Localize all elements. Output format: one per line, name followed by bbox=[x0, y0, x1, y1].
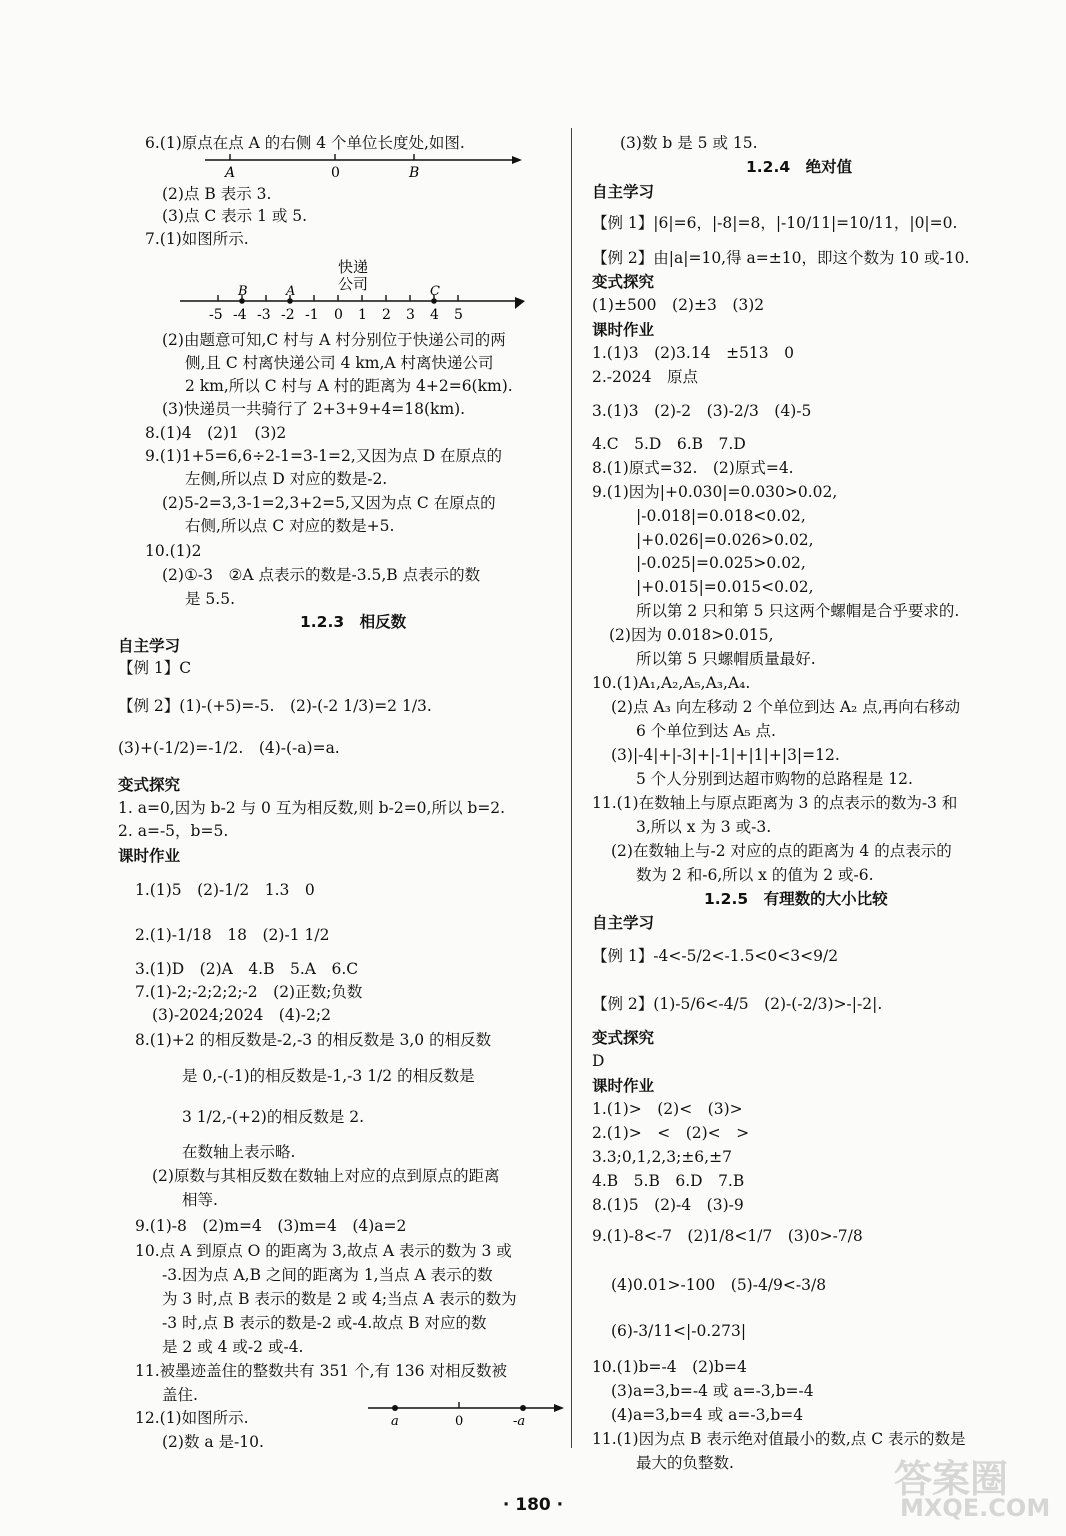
answer-line: 3.(1)3 (2)-2 (3)-2/3 (4)-5 bbox=[592, 402, 812, 420]
axis2-tick-label: -1 bbox=[305, 307, 319, 323]
answer-line: 3,所以 x 为 3 或-3. bbox=[636, 818, 772, 836]
axis1-label-a: A bbox=[225, 165, 236, 180]
axis2-point bbox=[239, 298, 245, 304]
answer-line: 【例 2】(1)-(+5)=-5. (2)-(-2 1/3)=2 1/3. bbox=[118, 697, 432, 715]
axis3-label-origin: 0 bbox=[455, 1414, 464, 1428]
section-heading: 自主学习 bbox=[118, 637, 181, 655]
answer-line: (2)5-2=3,3-1=2,3+2=5,又因为点 C 在原点的 bbox=[162, 494, 496, 512]
answer-line: 左侧,所以点 D 对应的数是-2. bbox=[185, 470, 388, 488]
answer-line: 10.(1)A₁,A₂,A₅,A₃,A₄. bbox=[592, 674, 751, 692]
section-heading: 课时作业 bbox=[592, 1077, 655, 1095]
answer-line: 2.-2024 原点 bbox=[592, 368, 698, 386]
axis1-label-b: B bbox=[409, 165, 420, 180]
axis2-tick-label: -3 bbox=[257, 307, 271, 323]
section-heading: 自主学习 bbox=[592, 914, 655, 932]
section-heading: 变式探究 bbox=[118, 776, 181, 794]
answer-line: (4)0.01>-100 (5)-4/9<-3/8 bbox=[611, 1276, 827, 1294]
answer-line: 11.被墨迹盖住的整数共有 351 个,有 136 对相反数被 bbox=[135, 1362, 507, 1380]
section-heading: 1.2.4 绝对值 bbox=[746, 158, 853, 176]
answer-line: 3.3;0,1,2,3;±6,±7 bbox=[592, 1148, 732, 1166]
answer-line: (2)由题意可知,C 村与 A 村分别位于快递公司的两 bbox=[162, 331, 506, 349]
section-heading: 课时作业 bbox=[118, 847, 181, 865]
answer-line: 11.(1)因为点 B 表示绝对值最小的数,点 C 表示的数是 bbox=[592, 1430, 966, 1448]
answer-line: (3)+(-1/2)=-1/2. (4)-(-a)=a. bbox=[118, 739, 340, 757]
section-heading: 1.2.3 相反数 bbox=[300, 613, 407, 631]
answer-line: -3 时,点 B 表示的数是-2 或-4.故点 B 对应的数 bbox=[162, 1314, 487, 1332]
answer-line: 9.(1)-8 (2)m=4 (3)m=4 (4)a=2 bbox=[135, 1217, 407, 1235]
section-heading: 1.2.5 有理数的大小比较 bbox=[704, 890, 888, 908]
answer-line: 在数轴上表示略. bbox=[182, 1143, 296, 1161]
answer-line: 为 3 时,点 B 表示的数是 2 或 4;当点 A 表示的数为 bbox=[162, 1290, 517, 1308]
answer-line: 数为 2 和-6,所以 x 的值为 2 或-6. bbox=[636, 866, 874, 884]
answer-line: 8.(1)原式=32. (2)原式=4. bbox=[592, 459, 794, 477]
answer-line: 是 5.5. bbox=[185, 590, 236, 608]
answer-line: 9.(1)因为|+0.030|=0.030>0.02, bbox=[592, 483, 838, 501]
answer-line: 10.(1)b=-4 (2)b=4 bbox=[592, 1358, 747, 1376]
answer-line: 右侧,所以点 C 对应的数是+5. bbox=[185, 517, 395, 535]
column-divider bbox=[571, 128, 572, 1448]
answer-line: |+0.015|=0.015<0.02, bbox=[636, 578, 814, 596]
answer-line: 是 2 或 4 或-2 或-4. bbox=[162, 1338, 304, 1356]
answer-line: 相等. bbox=[182, 1191, 218, 1209]
page-number: · 180 · bbox=[502, 1495, 564, 1515]
axis2-tick-label: 5 bbox=[454, 307, 463, 323]
answer-line: 盖住. bbox=[162, 1386, 198, 1404]
answer-line: 5 个人分别到达超市购物的总路程是 12. bbox=[636, 770, 913, 788]
answer-line: |-0.025|=0.025>0.02, bbox=[636, 554, 806, 572]
axis2-tick-label: 0 bbox=[334, 307, 343, 323]
answer-line: 12.(1)如图所示. bbox=[135, 1409, 249, 1427]
answer-line: (2)原数与其相反数在数轴上对应的点到原点的距离 bbox=[152, 1167, 500, 1185]
answer-line: 3 1/2,-(+2)的相反数是 2. bbox=[182, 1108, 365, 1126]
answer-line: 【例 1】|6|=6，|-8|=8，|-10/11|=10/11，|0|=0. bbox=[592, 214, 958, 232]
answer-line: 11.(1)在数轴上与原点距离为 3 的点表示的数为-3 和 bbox=[592, 794, 958, 812]
answer-line: 1. a=0,因为 b-2 与 0 互为相反数,则 b-2=0,所以 b=2. bbox=[118, 799, 506, 817]
axis2-tick-label: 4 bbox=[430, 307, 439, 323]
answer-line: 最大的负整数. bbox=[636, 1454, 734, 1472]
answer-line: (3)数 b 是 5 或 15. bbox=[620, 134, 758, 152]
axis2-tick-label: 2 bbox=[382, 307, 391, 323]
answer-line: 8.(1)4 (2)1 (3)2 bbox=[145, 424, 287, 442]
answer-line: 4.B 5.B 6.D 7.B bbox=[592, 1172, 745, 1190]
section-heading: 自主学习 bbox=[592, 183, 655, 201]
answer-line: 2.(1)> < (2)< > bbox=[592, 1124, 750, 1142]
answer-line: 7.(1)如图所示. bbox=[145, 230, 249, 248]
answer-line: 【例 2】(1)-5/6<-4/5 (2)-(-2/3)>-|-2|. bbox=[592, 995, 883, 1013]
answer-line: 10.点 A 到原点 O 的距离为 3,故点 A 表示的数为 3 或 bbox=[135, 1242, 512, 1260]
answer-line: -3.因为点 A,B 之间的距离为 1,当点 A 表示的数 bbox=[162, 1266, 493, 1284]
answer-line: 6.(1)原点在点 A 的右侧 4 个单位长度处,如图. bbox=[145, 134, 465, 152]
answer-line: (3)-2024;2024 (4)-2;2 bbox=[152, 1006, 331, 1024]
answer-line: (6)-3/11<|-0.273| bbox=[611, 1322, 747, 1340]
answer-line: (4)a=3,b=4 或 a=-3,b=4 bbox=[611, 1406, 804, 1424]
answer-line: 10.(1)2 bbox=[145, 542, 202, 560]
axis2-tick-label: -5 bbox=[209, 307, 223, 323]
axis2-tick-label: 1 bbox=[358, 307, 367, 323]
axis2-point bbox=[287, 298, 293, 304]
watermark bbox=[880, 1448, 1050, 1528]
answer-line: 7.(1)-2;-2;2;2;-2 (2)正数;负数 bbox=[135, 983, 363, 1001]
axis2-point-label: C bbox=[430, 284, 440, 299]
answer-line: 【例 1】-4<-5/2<-1.5<0<3<9/2 bbox=[592, 947, 839, 965]
axis1-label-origin: 0 bbox=[331, 165, 340, 180]
answer-line: (3)a=3,b=-4 或 a=-3,b=-4 bbox=[611, 1382, 814, 1400]
answer-line: 8.(1)5 (2)-4 (3)-9 bbox=[592, 1196, 744, 1214]
answer-line: |-0.018|=0.018<0.02, bbox=[636, 507, 806, 525]
axis2-point-label: B bbox=[238, 284, 248, 299]
answer-line: 8.(1)+2 的相反数是-2,-3 的相反数是 3,0 的相反数 bbox=[135, 1031, 492, 1049]
answer-line: 【例 1】C bbox=[118, 659, 192, 677]
axis2-point bbox=[431, 298, 437, 304]
axis3-label-a: a bbox=[391, 1414, 399, 1428]
answer-line: (3)|-4|+|-3|+|-1|+|1|+|3|=12. bbox=[611, 746, 840, 764]
answer-line: 1.(1)> (2)< (3)> bbox=[592, 1100, 743, 1118]
watermark-bottom: MXQE.COM bbox=[900, 1494, 1051, 1522]
answer-line: 2 km,所以 C 村与 A 村的距离为 4+2=6(km). bbox=[185, 377, 513, 395]
axis2-title-bottom: 公司 bbox=[338, 275, 369, 293]
answer-line: (2)①-3 ②A 点表示的数是-3.5,B 点表示的数 bbox=[162, 566, 481, 584]
axis2-title-top: 快递 bbox=[338, 258, 369, 276]
number-line-2 bbox=[175, 255, 535, 323]
section-heading: 课时作业 bbox=[592, 321, 655, 339]
answer-line: (3)点 C 表示 1 或 5. bbox=[162, 207, 308, 225]
answer-line: 6 个单位到达 A₅ 点. bbox=[636, 722, 776, 740]
answer-line: |+0.026|=0.026>0.02, bbox=[636, 531, 814, 549]
answer-line: D bbox=[592, 1052, 605, 1070]
answer-line: 1.(1)3 (2)3.14 ±513 0 bbox=[592, 344, 795, 362]
answer-line: (2)数 a 是-10. bbox=[162, 1433, 264, 1451]
answer-line: 9.(1)-8<-7 (2)1/8<1/7 (3)0>-7/8 bbox=[592, 1227, 863, 1245]
watermark-top: 答案圈 bbox=[894, 1457, 1009, 1501]
answer-line: 9.(1)1+5=6,6÷2-1=3-1=2,又因为点 D 在原点的 bbox=[145, 447, 503, 465]
section-heading: 变式探究 bbox=[592, 1029, 655, 1047]
answer-line: 是 0,-(-1)的相反数是-1,-3 1/2 的相反数是 bbox=[182, 1067, 475, 1085]
axis3-label-neg-a: -a bbox=[513, 1414, 526, 1428]
answer-line: (3)快递员一共骑行了 2+3+9+4=18(km). bbox=[162, 400, 466, 418]
axis2-point-label: A bbox=[286, 284, 296, 299]
axis2-tick-label: -4 bbox=[233, 307, 247, 323]
answer-line: 1.(1)5 (2)-1/2 1.3 0 bbox=[135, 881, 315, 899]
answer-line: 所以第 2 只和第 5 只这两个螺帽是合乎要求的. bbox=[636, 602, 960, 620]
number-line-3 bbox=[365, 1398, 570, 1428]
number-line-1 bbox=[200, 150, 525, 180]
answer-line: 2. a=-5，b=5. bbox=[118, 822, 229, 840]
axis2-tick-label: 3 bbox=[406, 307, 415, 323]
section-heading: 变式探究 bbox=[592, 273, 655, 291]
answer-line: (2)点 B 表示 3. bbox=[162, 185, 272, 203]
answer-line: (2)因为 0.018>0.015, bbox=[609, 626, 774, 644]
answer-line: 侧,且 C 村离快递公司 4 km,A 村离快递公司 bbox=[185, 354, 494, 372]
answer-line: 2.(1)-1/18 18 (2)-1 1/2 bbox=[135, 926, 330, 944]
answer-line: (1)±500 (2)±3 (3)2 bbox=[592, 296, 765, 314]
axis2-tick-label: -2 bbox=[281, 307, 295, 323]
answer-line: (2)点 A₃ 向左移动 2 个单位到达 A₂ 点,再向右移动 bbox=[611, 698, 961, 716]
answer-line: 【例 2】由|a|=10,得 a=±10，即这个数为 10 或-10. bbox=[592, 249, 970, 267]
answer-line: 4.C 5.D 6.B 7.D bbox=[592, 435, 746, 453]
answer-line: 所以第 5 只螺帽质量最好. bbox=[636, 650, 816, 668]
answer-line: 3.(1)D (2)A 4.B 5.A 6.C bbox=[135, 960, 359, 978]
answer-line: (2)在数轴上与-2 对应的点的距离为 4 的点表示的 bbox=[611, 842, 952, 860]
